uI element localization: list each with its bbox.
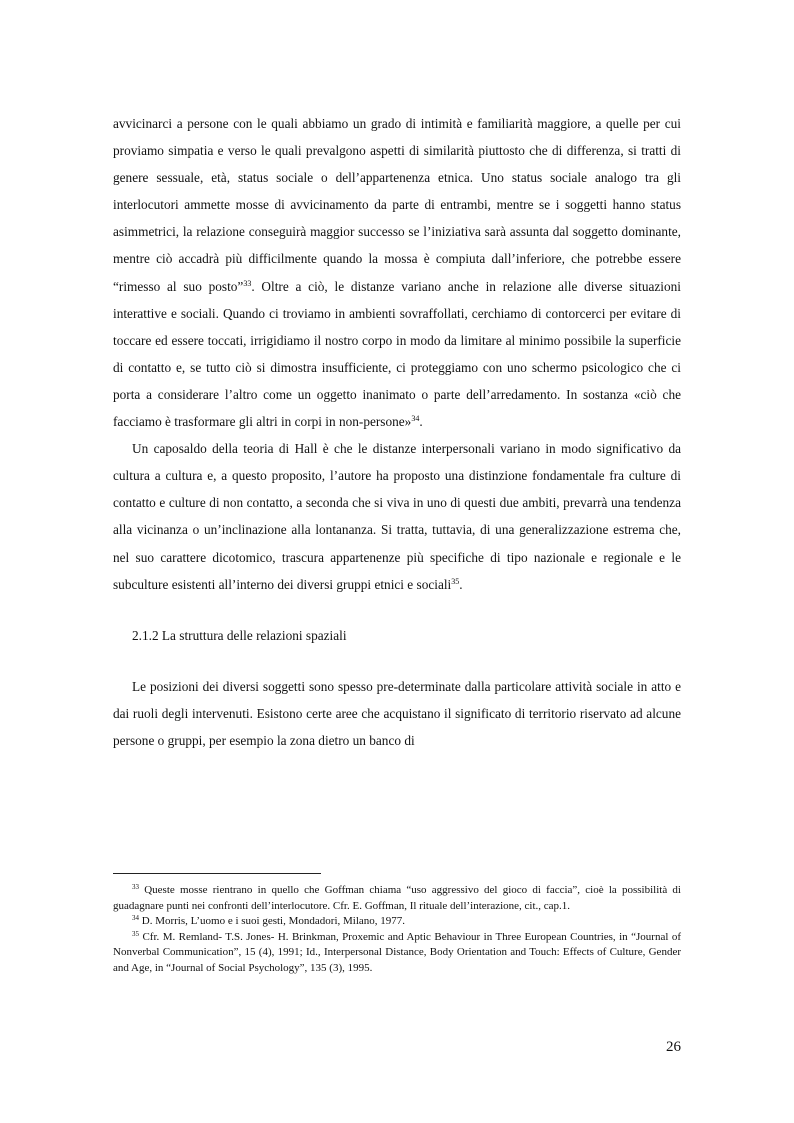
section-heading: 2.1.2 La struttura delle relazioni spaziali <box>132 627 347 643</box>
paragraph-3: Le posizioni dei diversi soggetti sono spesso pre-determinate dalla particolare attività sociale in atto e dai ruoli degli intervenuti. Esistono certe aree che acquistano il significato di territorio riservato ad alcune persone o gruppi, per esempio la zona dietro un banco di <box>113 678 681 748</box>
footnote-separator <box>113 873 321 874</box>
footnote-ref-35[interactable]: 35 <box>451 576 460 586</box>
body-text <box>113 110 681 754</box>
footnote-35: $^{35}$ Cfr. M. Remland- T.S. Jones- H. Brinkman, Proxemic and Aptic Behaviour in Three European Countries, in “Journal of Nonverbal Communication”, 15 (4), 1991; Id., Interpersonal Distance, Body Orientation and Touch: Effects of Culture, Gender and Age, in “Journal of Social Psychology”, 135 (3), 1995. <box>113 929 681 974</box>
footnote-ref-33[interactable]: 33 <box>243 278 252 288</box>
footnote-34: $^{34}$ D. Morris, L’uomo e i suoi gesti, Mondadori, Milano, 1977. <box>132 914 406 928</box>
paragraph-2: Un caposaldo della teoria di Hall è che le distanze interpersonali variano in modo significativo da cultura a cultura e, a questo proposito, l’autore ha proposto una distinzione fondamentale fra culture di contatto e culture di non contatto, a seconda che si viva in uno di questi due ambiti, prevarrà una tendenza alla vicinanza o un’inclinazione alla lontananza. Si tratta, tuttavia, di una generalizzazione estrema che, nel suo carattere dicotomico, trascura appartenenze più specifiche di tipo nazionale e regionale e le subculture esistenti all’interno dei diversi gruppi etnici e sociali$^{35}$. <box>113 441 681 592</box>
paragraph-1: avvicinarci a persone con le quali abbiamo un grado di intimità e familiarità maggiore, a quelle per cui proviamo simpatia e verso le quali prevalgono aspetti di similarità piuttosto che di differenza, si tratti di genere sessuale, età, status sociale o dell’appartenenza etnica. Uno status sociale analogo tra gli interlocutori ammette mosse di avvicinamento da parte di entrambi, mentre se i soggetti hanno status asimmetrici, la relazione conseguirà maggior successo se l’iniziativa sarà assunta dal soggetto dominante, mentre ciò accadrà più difficilmente quando la mossa è compiuta dall’inferiore, che potrebbe essere “rimesso al suo posto”$^{33}$. Oltre a ciò, le distanze variano anche in relazione alle diverse situazioni interattive e sociali. Quando ci troviamo in ambienti sovraffollati, cerchiamo di contorcerci per evitare di toccare ed essere toccati, irrigidiamo il nostro corpo in modo da limitare al minimo possibile la superficie di contatto e, se tutto ciò si dimostra insufficiente, ci proteggiamo con uno schermo psicologico che ci porta a considerare l’altro come un oggetto inanimato o parte dell’arredamento. In sostanza «ciò che facciamo è trasformare gli altri in corpi in non-persone»$^{34}$. <box>113 116 681 430</box>
footnote-ref-34[interactable]: 34 <box>411 414 420 424</box>
footnotes <box>113 873 681 977</box>
footnote-33: $^{33}$ Queste mosse rientrano in quello che Goffman chiama “uso aggressivo del gioco di faccia”, cioè la possibilità di guadagnare punti nei confronti dell’interlocutore. Cfr. E. Goffman, Il rituale dell’interazione, cit., cap.1. <box>113 883 681 912</box>
page-number: 26 <box>666 1039 681 1055</box>
